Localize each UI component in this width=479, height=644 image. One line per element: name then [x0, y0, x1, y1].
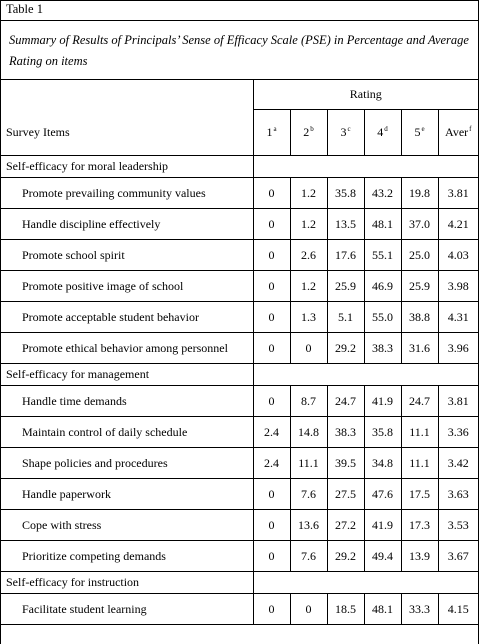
- percent-cell: 2.4: [253, 448, 290, 479]
- table-row: [1, 209, 478, 240]
- section-title: Self-efficacy for moral leadership: [1, 156, 253, 178]
- table-row: [1, 386, 478, 417]
- survey-item-label: Handle discipline effectively: [1, 209, 253, 240]
- average-cell: 3.67: [438, 541, 478, 572]
- percent-cell: 14.8: [290, 417, 327, 448]
- survey-item-label: Cope with stress: [1, 510, 253, 541]
- percent-cell: 2.4: [253, 417, 290, 448]
- percent-cell: 41.9: [364, 510, 401, 541]
- average-cell: 3.42: [438, 448, 478, 479]
- percent-cell: 0: [253, 333, 290, 364]
- percent-cell: 7.6: [290, 479, 327, 510]
- header-empty-cell: [1, 80, 253, 110]
- percent-cell: 0: [253, 271, 290, 302]
- percent-cell: 13.5: [327, 209, 364, 240]
- survey-item-label: Promote ethical behavior among personnel: [1, 333, 253, 364]
- average-cell: 3.53: [438, 510, 478, 541]
- percent-cell: 0: [253, 386, 290, 417]
- section-empty-cell: [253, 364, 478, 386]
- percent-cell: 27.5: [327, 479, 364, 510]
- percent-cell: 37.0: [401, 209, 438, 240]
- table-caption: Summary of Results of Principals’ Sense of Efficacy Scale (PSE) in Percentage and Average Rating on items: [9, 33, 469, 68]
- average-cell: 4.15: [438, 594, 478, 625]
- percent-cell: 24.7: [327, 386, 364, 417]
- table-row: [1, 271, 478, 302]
- section-empty-cell: [253, 156, 478, 178]
- table-row: [1, 417, 478, 448]
- average-cell: 4.03: [438, 240, 478, 271]
- percent-cell: 29.2: [327, 541, 364, 572]
- table-row: [1, 302, 478, 333]
- survey-items-header: Survey Items: [1, 110, 253, 156]
- section-row: [1, 364, 478, 386]
- percent-cell: 35.8: [327, 178, 364, 209]
- survey-item-label: Maintain control of daily schedule: [1, 417, 253, 448]
- table-row: [1, 541, 478, 572]
- header-rating-row: [1, 80, 478, 110]
- survey-item-label: Promote prevailing community values: [1, 178, 253, 209]
- percent-cell: 17.6: [327, 240, 364, 271]
- average-cell: 3.98: [438, 271, 478, 302]
- percent-cell: 33.3: [401, 594, 438, 625]
- percent-cell: 0: [253, 302, 290, 333]
- average-cell: 4.21: [438, 209, 478, 240]
- percent-cell: 43.2: [364, 178, 401, 209]
- section-row: [1, 572, 478, 594]
- header-columns-row: [1, 110, 478, 156]
- percent-cell: 0: [253, 240, 290, 271]
- survey-item-label: Shape policies and procedures: [1, 448, 253, 479]
- percent-cell: 11.1: [290, 448, 327, 479]
- percent-cell: 0: [253, 541, 290, 572]
- section-empty-cell: [253, 572, 478, 594]
- percent-cell: 38.8: [401, 302, 438, 333]
- percent-cell: 5.1: [327, 302, 364, 333]
- percent-cell: 2.6: [290, 240, 327, 271]
- average-cell: 4.31: [438, 302, 478, 333]
- table-row: [1, 479, 478, 510]
- percent-cell: 55.1: [364, 240, 401, 271]
- survey-item-label: Promote school spirit: [1, 240, 253, 271]
- percent-cell: 1.2: [290, 178, 327, 209]
- table-row: [1, 240, 478, 271]
- percent-cell: 55.0: [364, 302, 401, 333]
- average-cell: 3.63: [438, 479, 478, 510]
- percent-cell: 49.4: [364, 541, 401, 572]
- percent-cell: 0: [253, 209, 290, 240]
- percent-cell: 25.0: [401, 240, 438, 271]
- percent-cell: 19.8: [401, 178, 438, 209]
- percent-cell: 34.8: [364, 448, 401, 479]
- survey-item-label: Handle time demands: [1, 386, 253, 417]
- percent-cell: 13.9: [401, 541, 438, 572]
- col-header-1: 1$^a$: [253, 110, 290, 156]
- rating-header: Rating: [253, 80, 478, 110]
- percent-cell: 7.6: [290, 541, 327, 572]
- table-row: [1, 510, 478, 541]
- percent-cell: 31.6: [401, 333, 438, 364]
- average-cell: 3.81: [438, 178, 478, 209]
- section-row: [1, 156, 478, 178]
- percent-cell: 48.1: [364, 209, 401, 240]
- survey-item-label: Facilitate student learning: [1, 594, 253, 625]
- table-row: [1, 448, 478, 479]
- col-header-2: 2$^b$: [290, 110, 327, 156]
- percent-cell: 0: [290, 594, 327, 625]
- col-header-average: Aver$^f$: [438, 110, 478, 156]
- percent-cell: 25.9: [327, 271, 364, 302]
- percent-cell: 27.2: [327, 510, 364, 541]
- col-header-5: 5e: [401, 110, 438, 156]
- survey-item-label: Promote positive image of school: [1, 271, 253, 302]
- survey-item-label: Prioritize competing demands: [1, 541, 253, 572]
- percent-cell: 35.8: [364, 417, 401, 448]
- percent-cell: 18.5: [327, 594, 364, 625]
- percent-cell: 17.5: [401, 479, 438, 510]
- table-row: [1, 178, 478, 209]
- percent-cell: 1.2: [290, 271, 327, 302]
- average-cell: 3.81: [438, 386, 478, 417]
- survey-item-label: Handle paperwork: [1, 479, 253, 510]
- percent-cell: 1.3: [290, 302, 327, 333]
- table-row: [1, 333, 478, 364]
- percent-cell: 41.9: [364, 386, 401, 417]
- survey-item-label: Promote acceptable student behavior: [1, 302, 253, 333]
- percent-cell: 0: [253, 178, 290, 209]
- section-title: Self-efficacy for instruction: [1, 572, 253, 594]
- percent-cell: 11.1: [401, 417, 438, 448]
- average-cell: 3.36: [438, 417, 478, 448]
- percent-cell: 38.3: [364, 333, 401, 364]
- percent-cell: 39.5: [327, 448, 364, 479]
- percent-cell: 13.6: [290, 510, 327, 541]
- percent-cell: 0: [290, 333, 327, 364]
- pse-table: [1, 79, 478, 625]
- percent-cell: 8.7: [290, 386, 327, 417]
- percent-cell: 1.2: [290, 209, 327, 240]
- percent-cell: 0: [253, 510, 290, 541]
- percent-cell: 29.2: [327, 333, 364, 364]
- col-header-4: 4$^d$: [364, 110, 401, 156]
- table-row: [1, 594, 478, 625]
- section-title: Self-efficacy for management: [1, 364, 253, 386]
- percent-cell: 11.1: [401, 448, 438, 479]
- table-label: Table 1: [1, 0, 478, 21]
- average-cell: 3.96: [438, 333, 478, 364]
- col-header-3: 3$^c$: [327, 110, 364, 156]
- percent-cell: 0: [253, 594, 290, 625]
- percent-cell: 38.3: [327, 417, 364, 448]
- percent-cell: 0: [253, 479, 290, 510]
- percent-cell: 46.9: [364, 271, 401, 302]
- percent-cell: 24.7: [401, 386, 438, 417]
- percent-cell: 25.9: [401, 271, 438, 302]
- percent-cell: 48.1: [364, 594, 401, 625]
- percent-cell: 47.6: [364, 479, 401, 510]
- percent-cell: 17.3: [401, 510, 438, 541]
